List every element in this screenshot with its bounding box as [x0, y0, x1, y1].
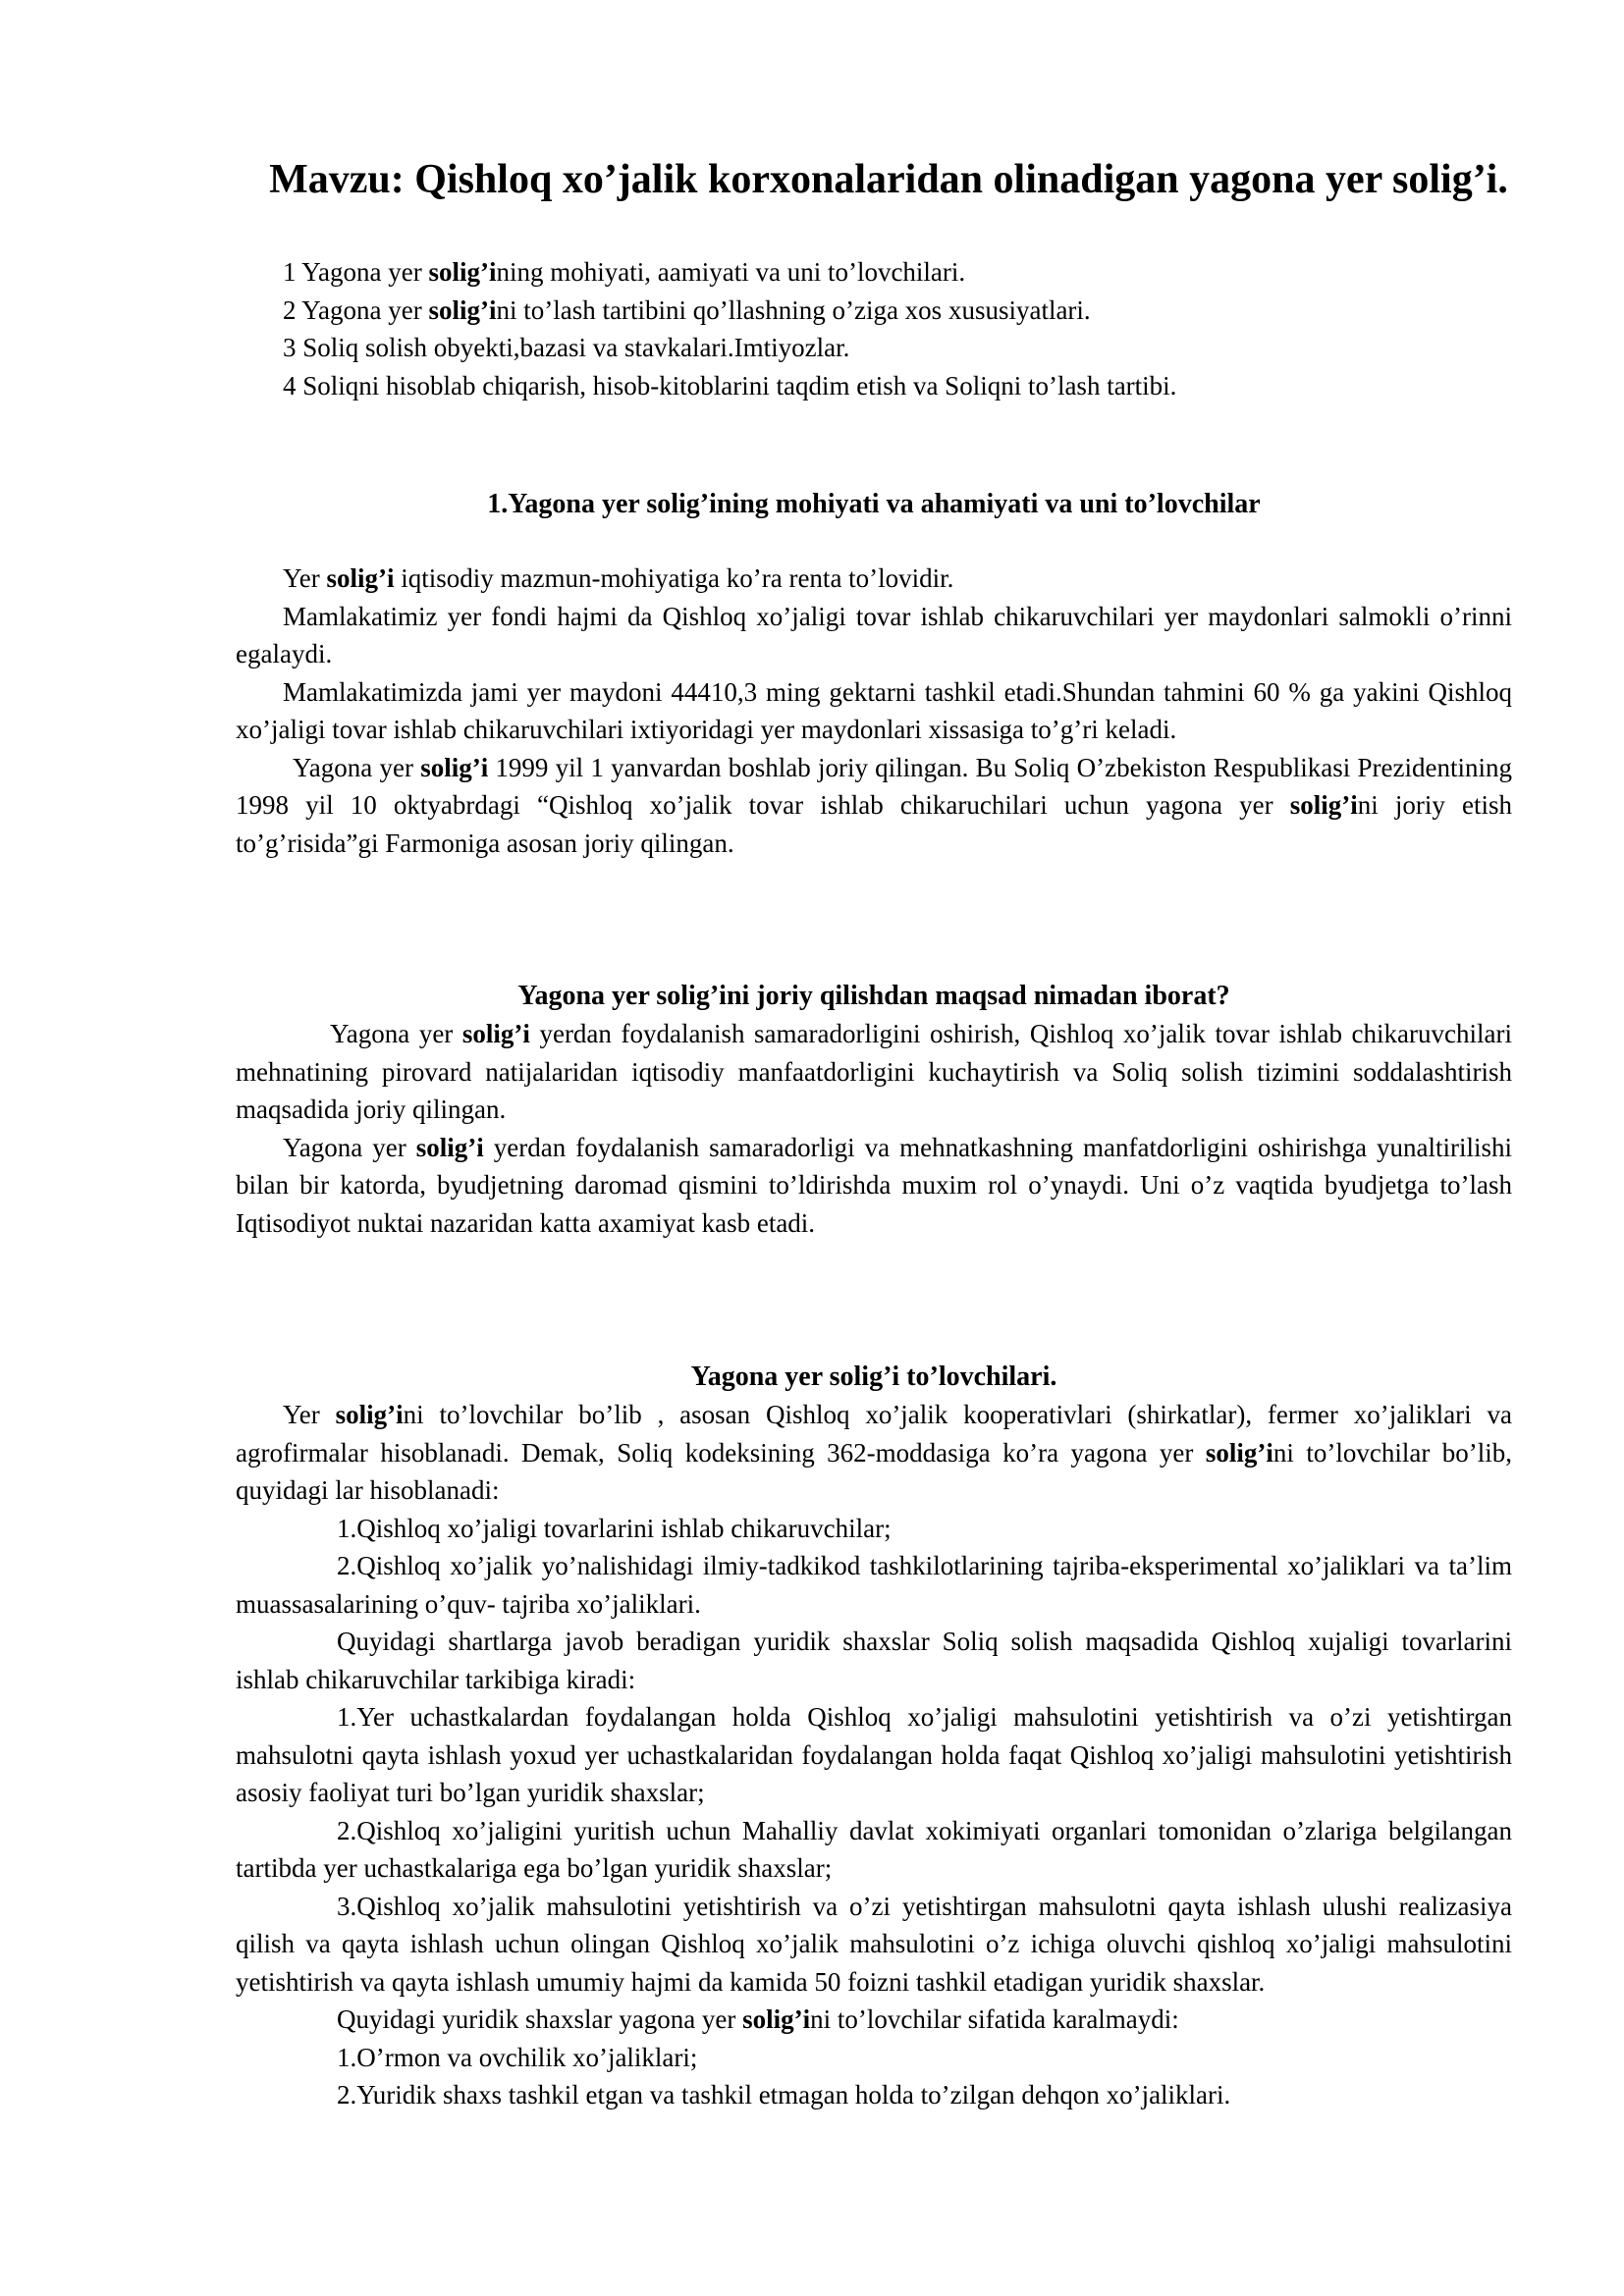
paragraph: Yagona yer solig’i 1999 yil 1 yanvardan boshlab joriy qilingan. Bu Soliq O’zbekiston Respublikasi Prezidentining 1998 yil 10 oktyabrdagi “Qishloq xo’jalik tovar ishlab chikaruchilari uchun yagona yer solig’ini joriy etish to’g’risida”gi Farmoniga asosan joriy qilingan. — [236, 752, 1512, 858]
topic-plan — [283, 253, 1510, 404]
list-item: 3.Qishloq xo’jalik mahsulotini yetishtirish va o’zi yetishtirgan mahsulotni qayta ishlash ulushi realizasiya qilish va qayta ishlash uchun olingan Qishloq xo’jalik mahsulotini o’z ichiga oluvchi qishloq xo’jaligi mahsulotini yetishtirish va qayta ishlash umumiy hajmi da kamida 50 foizni tashkil etadigan yuridik shaxslar. — [236, 1891, 1512, 1997]
paragraph: Yer solig’i iqtisodiy mazmun-mohiyatiga ko’ra renta to’lovidir. — [283, 563, 954, 593]
section-heading: 1.Yagona yer solig’ining mohiyati va ahamiyati va uni to’lovchilar — [487, 489, 1261, 519]
paragraph: Yer solig’ini to’lovchilar bo’lib , asosan Qishloq xo’jalik kooperativlari (shirkatlar), fermer xo’jaliklari va agrofirmalar hisoblanadi. Demak, Soliq kodeksining 362-moddasiga ko’ra yagona yer solig’ini to’lovchilar bo’lib, quyidagi lar hisoblanadi: — [236, 1400, 1513, 1505]
plan-item: 3 Soliq solish obyekti,bazasi va stavkalari.Imtiyozlar. — [283, 333, 850, 362]
section1-body — [236, 560, 1512, 862]
list-item: 1.Yer uchastkalardan foydalangan holda Qishloq xo’jaligi mahsulotini yetishtirish va o’zi yetishtirgan mahsulotni qayta ishlash yoxud yer uchastkalaridan foydalangan holda faqat Qishloq xo’jaligi mahsulotini yetishtirish asosiy faoliyat turi bo’lgan yuridik shaxslar; — [236, 1702, 1512, 1807]
list-item: 2.Qishloq xo’jalik yo’nalishidagi ilmiy-tadkikod tashkilotlarining tajriba-eksperimental xo’jaliklari va ta’lim muassasalarining o’quv- tajriba xo’jaliklari. — [236, 1551, 1512, 1619]
list-item: 1.Qishloq xo’jaligi tovarlarini ishlab chikaruvchilar; — [337, 1513, 892, 1543]
paragraph: Quyidagi shartlarga javob beradigan yuridik shaxslar Soliq solish maqsadida Qishloq xujaligi tovarlarini ishlab chikaruvchilar tarkibiga kiradi: — [236, 1627, 1512, 1694]
plan-item: 2 Yagona yer solig’ini to’lash tartibini qo’llashning o’ziga xos xususiyatlari. — [283, 294, 1091, 325]
section3-body — [236, 1396, 1512, 2114]
paragraph: Mamlakatimizda jami yer maydoni 44410,3 ming gektarni tashkil etadi.Shundan tahmini 60 % ga yakini Qishloq xo’jaligi tovar ishlab chikaruvchilari ixtiyoridagi yer maydonlari xissasiga to’g’ri keladi. — [236, 676, 1512, 744]
plan-item: 4 Soliqni hisoblab chiqarish, hisob-kitoblarini taqdim etish va Soliqni to’lash tartibi. — [283, 370, 1177, 400]
plan-item: 1 Yagona yer solig’ining mohiyati, aamiyati va uni to’lovchilari. — [283, 257, 966, 287]
list-item: 2.Yuridik shaxs tashkil etgan va tashkil etmagan holda to’zilgan dehqon xo’jaliklari. — [337, 2080, 1231, 2109]
list-item: 1.O’rmon va ovchilik xo’jaliklari; — [337, 2042, 698, 2072]
paragraph: Mamlakatimiz yer fondi hajmi da Qishloq xo’jaligi tovar ishlab chikaruvchilari yer maydonlari salmokli o’rinni egalaydi. — [236, 601, 1512, 668]
list-item: 2.Qishloq xo’jaligini yuritish uchun Mahalliy davlat xokimiyati organlari tomonidan o’zlariga belgilangan tartibda yer uchastkalariga ega bo’lgan yuridik shaxslar; — [236, 1815, 1512, 1883]
paragraph: Yagona yer solig’i yerdan foydalanish samaradorligini oshirish, Qishloq xo’jalik tovar ishlab chikaruvchilari mehnatining pirovard natijalaridan iqtisodiy manfaatdorligini kuchaytirish va Soliq solish tizimini soddalashtirish maqsadida joriy qilingan. — [236, 1019, 1512, 1124]
section-heading: Yagona yer solig’ini joriy qilishdan maqsad nimadan iborat? — [517, 981, 1230, 1011]
document-title: Mavzu: Qishloq xo’jalik korxonalaridan olinadigan yagona yer solig’i. — [269, 157, 1508, 202]
paragraph: Quyidagi yuridik shaxslar yagona yer solig’ini to’lovchilar sifatida karalmaydi: — [337, 2004, 1179, 2034]
section2-body — [236, 1015, 1512, 1242]
section-heading: Yagona yer solig’i to’lovchilari. — [690, 1362, 1057, 1392]
paragraph: Yagona yer solig’i yerdan foydalanish samaradorligi va mehnatkashning manfatdorligini oshirishga yunaltirilishi bilan bir katorda, byudjetning daromad qismini to’ldirishda muxim rol o’ynaydi. Uni o’z vaqtida byudjetga to’lash Iqtisodiyot nuktai nazaridan katta axamiyat kasb etadi. — [236, 1132, 1512, 1238]
